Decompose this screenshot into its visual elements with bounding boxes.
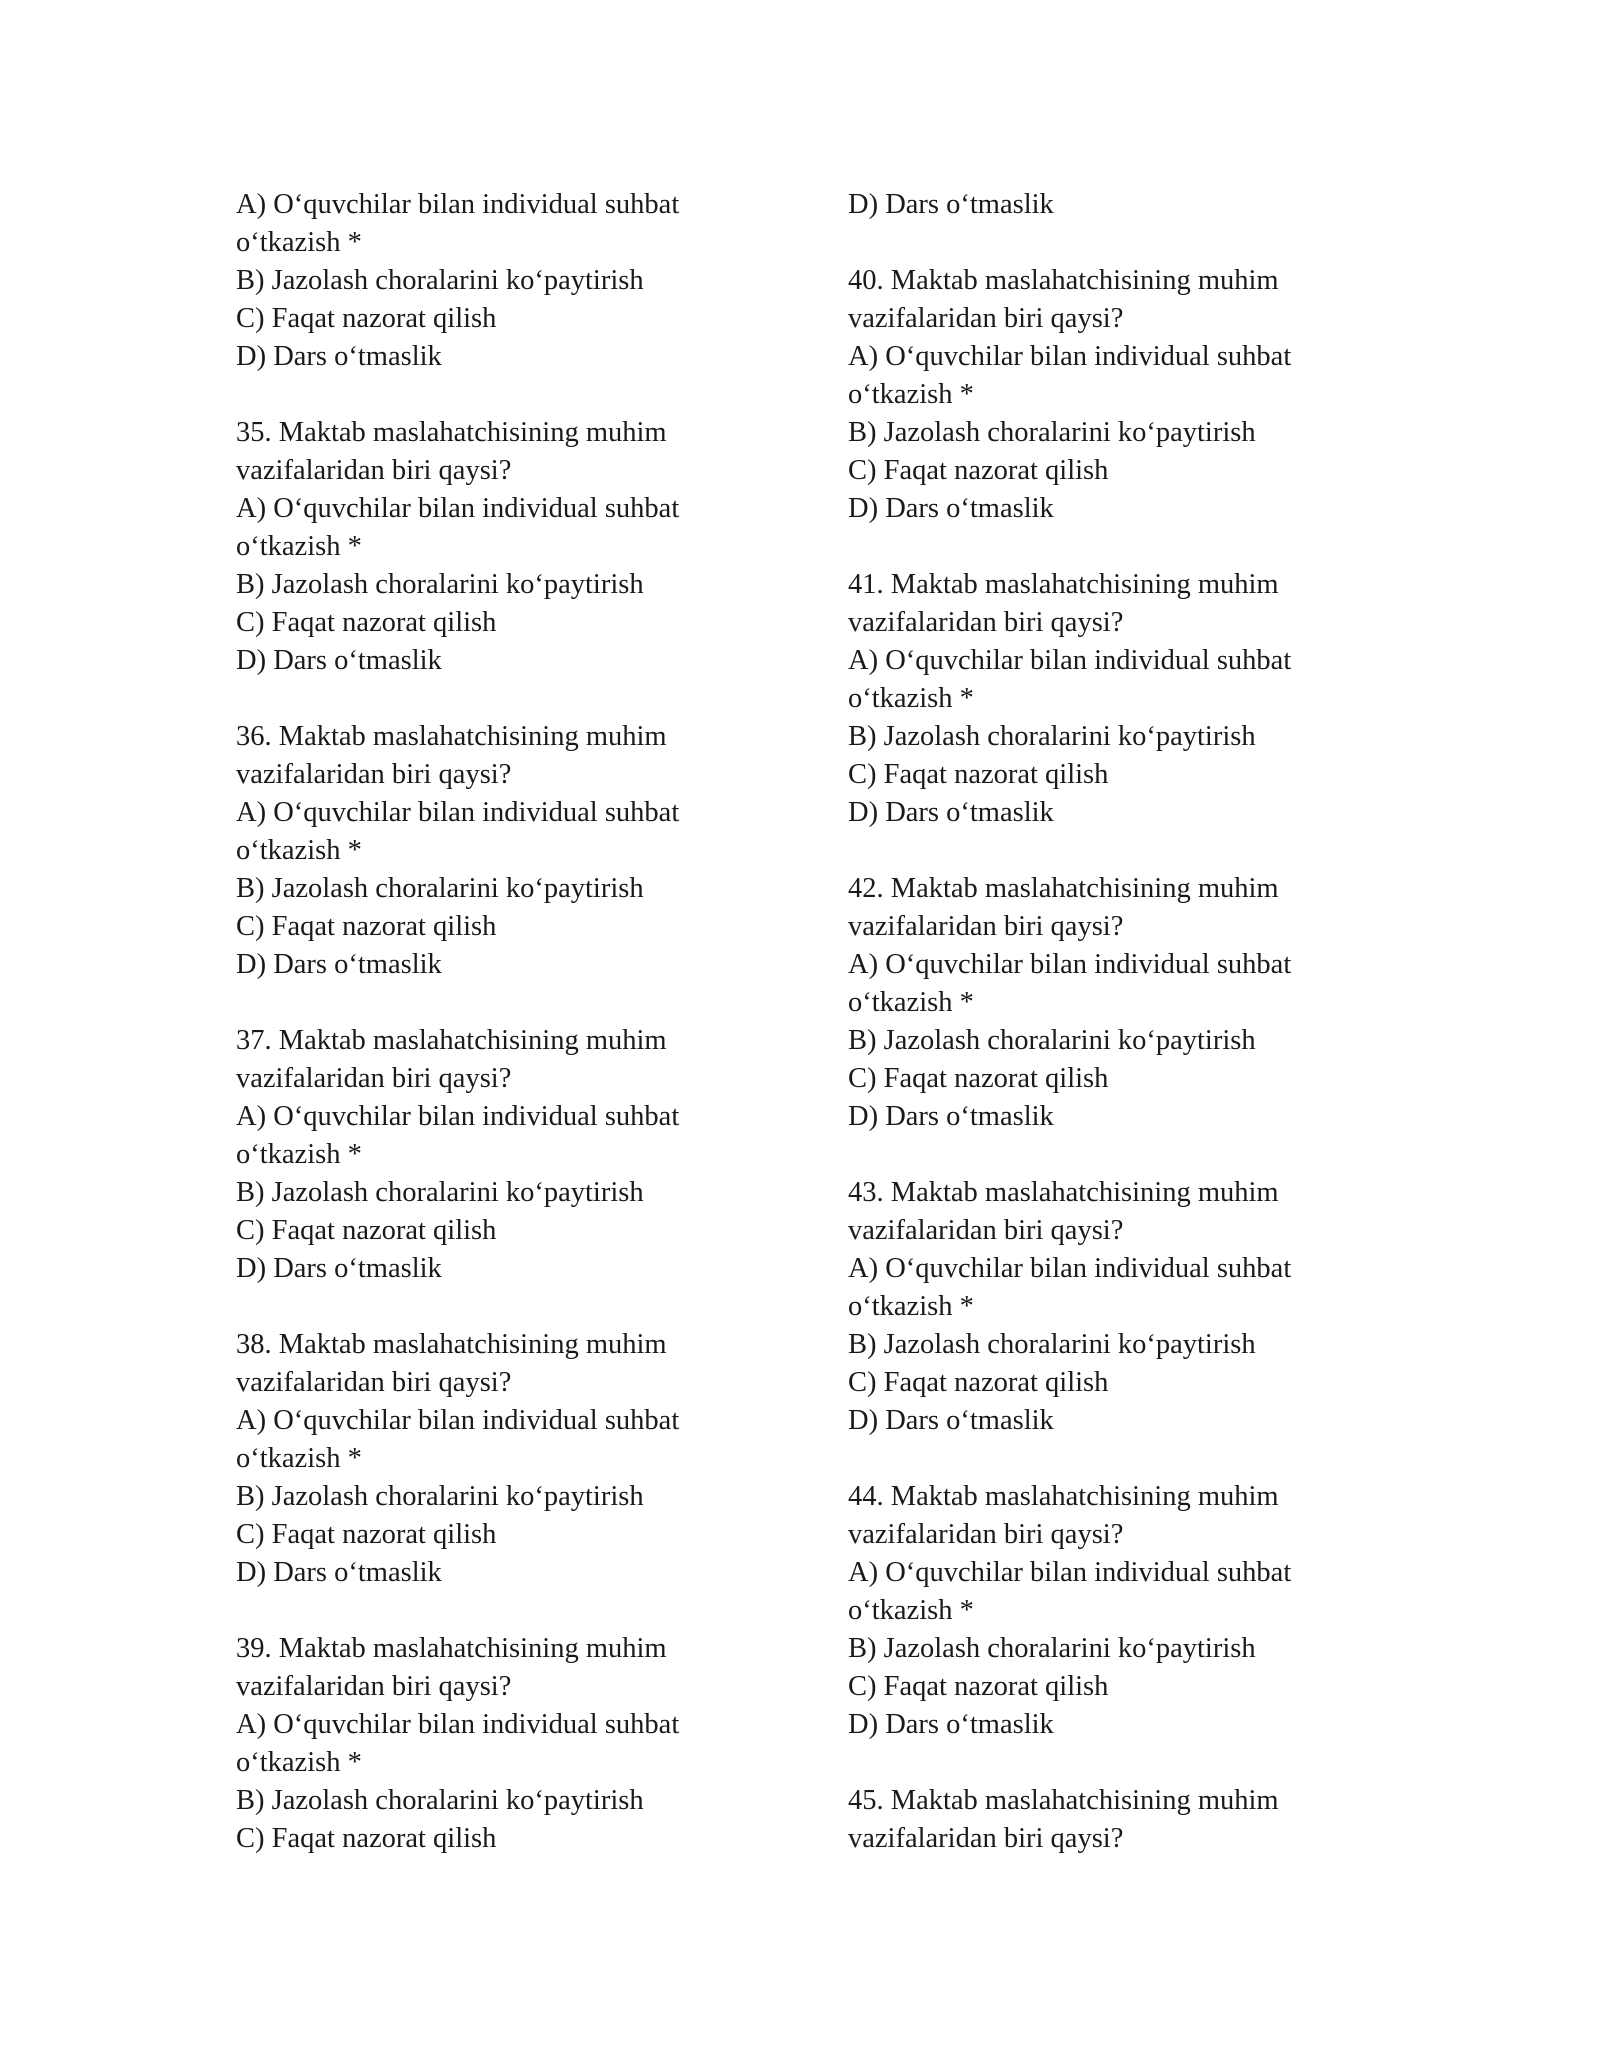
option-c: C) Faqat nazorat qilish (236, 1823, 497, 1854)
question-42 (848, 870, 1408, 1136)
option-d: D) Dars o‘tmaslik (236, 1253, 442, 1284)
option-b: B) Jazolash choralarini ko‘paytirish (236, 1177, 644, 1208)
option-d: D) Dars o‘tmaslik (848, 1405, 1054, 1436)
question-text-continuation: vazifalaridan biri qaysi? (848, 1215, 1124, 1246)
question-text-continuation: vazifalaridan biri qaysi? (848, 1823, 1124, 1854)
option-b: B) Jazolash choralarini ko‘paytirish (848, 1329, 1256, 1360)
question-text: 43. Maktab maslahatchisining muhim (848, 1177, 1279, 1208)
option-c: C) Faqat nazorat qilish (236, 303, 497, 334)
question-text: 41. Maktab maslahatchisining muhim (848, 569, 1279, 600)
option-c: C) Faqat nazorat qilish (848, 1367, 1109, 1398)
question-39 (236, 1630, 796, 1858)
question-fragment-top-left (236, 186, 796, 376)
option-b: B) Jazolash choralarini ko‘paytirish (236, 1481, 644, 1512)
question-text: 35. Maktab maslahatchisining muhim (236, 417, 667, 448)
option-b: B) Jazolash choralarini ko‘paytirish (848, 1633, 1256, 1664)
option-a: A) O‘quvchilar bilan individual suhbat (848, 1557, 1292, 1588)
option-d: D) Dars o‘tmaslik (848, 797, 1054, 828)
question-40 (848, 262, 1408, 528)
option-a: A) O‘quvchilar bilan individual suhbat (236, 797, 680, 828)
question-44 (848, 1478, 1408, 1744)
option-a-continuation: o‘tkazish * (848, 683, 974, 714)
question-text-continuation: vazifalaridan biri qaysi? (236, 1367, 512, 1398)
option-a: A) O‘quvchilar bilan individual suhbat (236, 493, 680, 524)
option-d: D) Dars o‘tmaslik (236, 1557, 442, 1588)
option-d: D) Dars o‘tmaslik (848, 189, 1054, 220)
option-d: D) Dars o‘tmaslik (848, 1709, 1054, 1740)
question-text: 42. Maktab maslahatchisining muhim (848, 873, 1279, 904)
option-b: B) Jazolash choralarini ko‘paytirish (236, 265, 644, 296)
question-text: 36. Maktab maslahatchisining muhim (236, 721, 667, 752)
option-c: C) Faqat nazorat qilish (236, 1215, 497, 1246)
option-a-continuation: o‘tkazish * (236, 835, 362, 866)
option-c: C) Faqat nazorat qilish (236, 607, 497, 638)
question-text-continuation: vazifalaridan biri qaysi? (236, 759, 512, 790)
option-a-continuation: o‘tkazish * (848, 1291, 974, 1322)
option-d: D) Dars o‘tmaslik (848, 493, 1054, 524)
option-b: B) Jazolash choralarini ko‘paytirish (236, 569, 644, 600)
question-text: 44. Maktab maslahatchisining muhim (848, 1481, 1279, 1512)
option-a: A) O‘quvchilar bilan individual suhbat (236, 1101, 680, 1132)
option-a: A) O‘quvchilar bilan individual suhbat (236, 1709, 680, 1740)
question-text: 40. Maktab maslahatchisining muhim (848, 265, 1279, 296)
option-a-continuation: o‘tkazish * (236, 1747, 362, 1778)
option-b: B) Jazolash choralarini ko‘paytirish (848, 1025, 1256, 1056)
option-c: C) Faqat nazorat qilish (848, 1671, 1109, 1702)
option-b: B) Jazolash choralarini ko‘paytirish (236, 873, 644, 904)
question-41 (848, 566, 1408, 832)
question-37 (236, 1022, 796, 1288)
option-a: A) O‘quvchilar bilan individual suhbat (848, 645, 1292, 676)
question-35 (236, 414, 796, 680)
question-text: 45. Maktab maslahatchisining muhim (848, 1785, 1279, 1816)
question-text-continuation: vazifalaridan biri qaysi? (848, 911, 1124, 942)
question-38 (236, 1326, 796, 1592)
question-text-continuation: vazifalaridan biri qaysi? (848, 607, 1124, 638)
option-c: C) Faqat nazorat qilish (236, 1519, 497, 1550)
option-a: A) O‘quvchilar bilan individual suhbat (848, 949, 1292, 980)
question-text-continuation: vazifalaridan biri qaysi? (236, 1063, 512, 1094)
option-d: D) Dars o‘tmaslik (848, 1101, 1054, 1132)
option-a-continuation: o‘tkazish * (236, 227, 362, 258)
question-text: 38. Maktab maslahatchisining muhim (236, 1329, 667, 1360)
option-a: A) O‘quvchilar bilan individual suhbat (236, 1405, 680, 1436)
option-a: A) O‘quvchilar bilan individual suhbat (848, 1253, 1292, 1284)
option-a-continuation: o‘tkazish * (848, 1595, 974, 1626)
right-column (848, 186, 1408, 1858)
question-text: 37. Maktab maslahatchisining muhim (236, 1025, 667, 1056)
option-a-continuation: o‘tkazish * (848, 987, 974, 1018)
question-text-continuation: vazifalaridan biri qaysi? (848, 1519, 1124, 1550)
option-d: D) Dars o‘tmaslik (236, 645, 442, 676)
question-text-continuation: vazifalaridan biri qaysi? (236, 455, 512, 486)
option-a-continuation: o‘tkazish * (236, 1443, 362, 1474)
question-43 (848, 1174, 1408, 1440)
option-c: C) Faqat nazorat qilish (236, 911, 497, 942)
left-column (236, 186, 796, 1858)
question-fragment-top-right (848, 186, 1408, 224)
option-a: A) O‘quvchilar bilan individual suhbat (848, 341, 1292, 372)
option-d: D) Dars o‘tmaslik (236, 949, 442, 980)
option-d: D) Dars o‘tmaslik (236, 341, 442, 372)
option-b: B) Jazolash choralarini ko‘paytirish (236, 1785, 644, 1816)
option-a-continuation: o‘tkazish * (236, 531, 362, 562)
option-c: C) Faqat nazorat qilish (848, 455, 1109, 486)
question-36 (236, 718, 796, 984)
option-b: B) Jazolash choralarini ko‘paytirish (848, 721, 1256, 752)
question-45 (848, 1782, 1408, 1858)
option-a: A) O‘quvchilar bilan individual suhbat (236, 189, 680, 220)
question-text: 39. Maktab maslahatchisining muhim (236, 1633, 667, 1664)
option-c: C) Faqat nazorat qilish (848, 759, 1109, 790)
question-text-continuation: vazifalaridan biri qaysi? (848, 303, 1124, 334)
option-a-continuation: o‘tkazish * (236, 1139, 362, 1170)
option-b: B) Jazolash choralarini ko‘paytirish (848, 417, 1256, 448)
question-text-continuation: vazifalaridan biri qaysi? (236, 1671, 512, 1702)
option-a-continuation: o‘tkazish * (848, 379, 974, 410)
option-c: C) Faqat nazorat qilish (848, 1063, 1109, 1094)
